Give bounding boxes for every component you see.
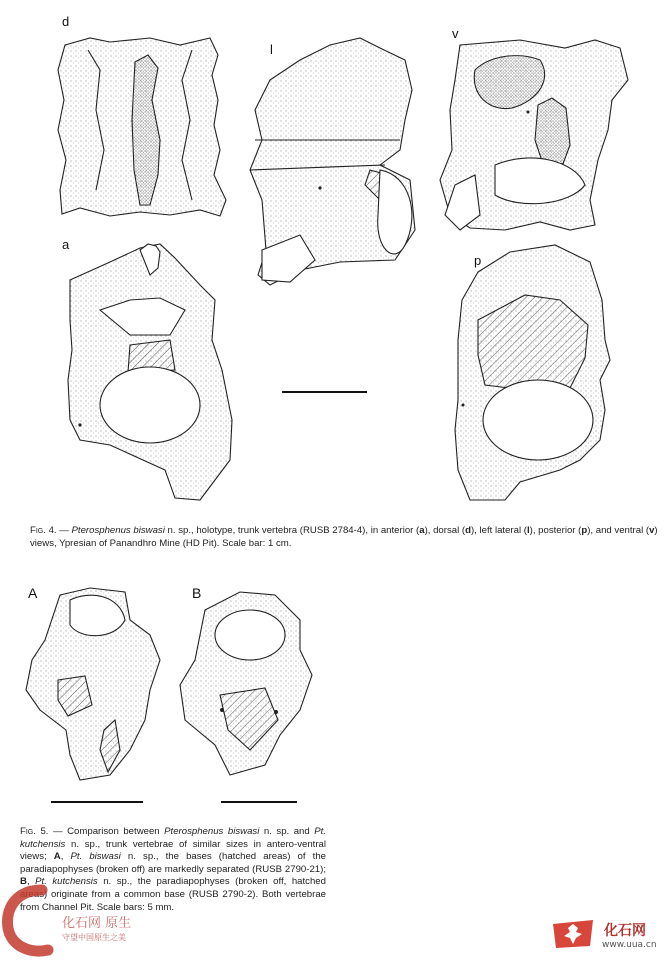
vertebra-dorsal-view — [58, 38, 226, 216]
fig5-species: Pt. kutchensis — [35, 876, 98, 888]
vertebra-specimen-B — [180, 592, 312, 775]
fig4-number: Fig. 4. — [30, 525, 57, 536]
fig5-text: n. sp., trunk vertebrae of similar sizes in antero-ventral views; — [20, 838, 326, 863]
fig4-text: ), left lateral ( — [470, 525, 527, 536]
fig5-scale-bar-A — [51, 801, 143, 803]
fig4-ref-a: a — [419, 525, 425, 536]
fig4-species: Pterosphenus biswasi — [71, 525, 165, 536]
watermark-right-text: 化石网 — [604, 923, 646, 939]
fig5-species: Pterosphenus biswasi — [164, 826, 260, 837]
fig4-ref-l: l — [526, 525, 530, 536]
fig5-text: , — [26, 876, 36, 888]
fig5-text: n. sp., the bases (hatched areas) of the paradiapophyses (broken off) are markedly separated (RUSB 2790-21); — [20, 851, 326, 875]
fig4-label-l: l — [270, 42, 273, 57]
fig4-ref-d: d — [465, 525, 471, 536]
vertebra-specimen-A — [26, 588, 160, 780]
fig4-ref-v: v — [649, 525, 655, 536]
fig4-label-a: a — [62, 237, 70, 252]
fig5-label-B: B — [192, 585, 202, 601]
fig5-ref-A: A — [53, 851, 61, 863]
fig4-text: n. sp., holotype, trunk vertebra (RUSB 2784-4), in anterior ( — [164, 525, 420, 536]
fig4-text: ), and ventral ( — [587, 525, 650, 536]
watermark-left-logo — [0, 880, 60, 960]
fig4-label-p: p — [474, 253, 482, 268]
fig5-caption — [20, 826, 326, 914]
fig5-ref-B: B — [20, 876, 27, 888]
fig4-label-v: v — [452, 26, 459, 41]
fig5-scale-bar-B — [221, 801, 297, 803]
fig5-species: Pt. kutchensis — [20, 826, 326, 850]
watermark-left-subtext: 守望中国原生之美 — [62, 933, 126, 942]
fig4-label-d: d — [62, 14, 70, 29]
fig4-dash: — — [56, 525, 72, 536]
fig4-ref-p: p — [581, 525, 588, 536]
fig4-caption — [30, 525, 658, 550]
fig5-species: Pt. biswasi — [70, 851, 121, 863]
fig4-text: ), posterior ( — [529, 525, 582, 536]
fig4-text: ) views, Ypresian of Panandhro Mine (HD Pit). Scale bar: 1 cm. — [30, 525, 658, 549]
vertebra-lateral-view — [250, 38, 415, 285]
fig5-text: , — [60, 851, 71, 863]
fig5-label-A: A — [28, 585, 38, 601]
fig4-text: ), dorsal ( — [424, 525, 466, 536]
fig4-scale-bar — [282, 391, 367, 393]
fig5-illustrations — [0, 580, 340, 810]
vertebra-ventral-view — [440, 40, 628, 230]
vertebra-posterior-view — [455, 245, 610, 500]
vertebra-anterior-view — [68, 244, 232, 500]
watermark-left-text: 化石网 原生 — [62, 916, 132, 931]
watermark-right-logo — [548, 916, 598, 952]
watermark-right-url: www.uua.cn — [602, 940, 657, 950]
fig5-number: Fig. 5. — [20, 826, 49, 837]
fig5-text: n. sp., the paradiapophyses (broken off, hatched areas) originate from a common base (RUSB 2790-2). Both vertebrae from Channel Pit. Scale bars: 5 mm. — [20, 876, 326, 913]
fig5-text: n. sp. and — [259, 826, 315, 837]
fig5-text: — Comparison between — [48, 826, 165, 837]
